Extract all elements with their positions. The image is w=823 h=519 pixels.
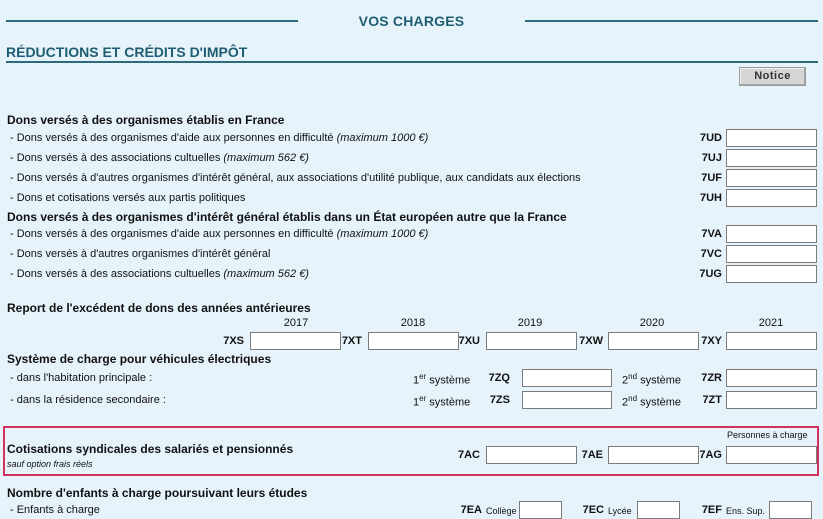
second-system-label-2: 2nd système (622, 394, 682, 409)
row-label-7uf: - Dons versés à d'autres organismes d'intérêt général, aux associations d'utilité publique, aux candidats aux élections (10, 172, 581, 184)
group-title-vehicules: Système de charge pour véhicules électriques (7, 352, 272, 366)
input-7uf[interactable] (726, 169, 817, 187)
code-7vc: 7VC (700, 248, 722, 260)
input-7zr[interactable] (726, 369, 817, 387)
row-label-7uh: - Dons et cotisations versés aux partis politiques (10, 192, 246, 204)
input-7ef[interactable] (769, 501, 812, 519)
code-7xu: 7XU (458, 335, 480, 347)
level-lycee: Lycée (608, 506, 632, 516)
code-7ug: 7UG (699, 268, 722, 280)
year-2018: 2018 (400, 317, 426, 329)
personnes-a-charge-label: Personnes à charge (727, 430, 808, 440)
second-system-label-1: 2nd système (622, 372, 682, 387)
code-7va: 7VA (701, 228, 722, 240)
code-7xs: 7XS (223, 335, 244, 347)
group-title-dons-france: Dons versés à des organismes établis en France (7, 113, 285, 127)
code-7xy: 7XY (701, 335, 722, 347)
row-label-habitation: - dans l'habitation principale : (10, 372, 153, 384)
year-2021: 2021 (758, 317, 784, 329)
group-title-report: Report de l'excédent de dons des années antérieures (7, 301, 311, 315)
input-7ae[interactable] (608, 446, 699, 464)
row-label-7vc: - Dons versés à d'autres organismes d'intérêt général (10, 248, 271, 260)
year-2019: 2019 (517, 317, 543, 329)
code-7ea: 7EA (460, 504, 482, 516)
section-title: RÉDUCTIONS ET CRÉDITS D'IMPÔT (6, 44, 248, 60)
input-7ud[interactable] (726, 129, 817, 147)
input-7xu[interactable] (486, 332, 577, 350)
group-title-dons-europe: Dons versés à des organismes d'intérêt général établis dans un État européen autre que la France (7, 210, 567, 224)
code-7zt: 7ZT (702, 394, 722, 406)
code-7zr: 7ZR (701, 372, 722, 384)
input-7xs[interactable] (250, 332, 341, 350)
input-7ug[interactable] (726, 265, 817, 283)
year-2017: 2017 (283, 317, 309, 329)
input-7xt[interactable] (368, 332, 459, 350)
code-7ec: 7EC (582, 504, 604, 516)
input-7ac[interactable] (486, 446, 577, 464)
row-label-residence: - dans la résidence secondaire : (10, 394, 166, 406)
input-7ec[interactable] (637, 501, 680, 519)
input-7xw[interactable] (608, 332, 699, 350)
code-7uj: 7UJ (701, 152, 722, 164)
row-label-enfants: - Enfants à charge (10, 504, 100, 516)
input-7va[interactable] (726, 225, 817, 243)
group-title-enfants: Nombre d'enfants à charge poursuivant leurs études (7, 486, 308, 500)
code-7zq: 7ZQ (488, 372, 510, 384)
input-7zt[interactable] (726, 391, 817, 409)
code-7uf: 7UF (701, 172, 722, 184)
group-title-cotisations: Cotisations syndicales des salariés et pensionnés (7, 442, 294, 456)
code-7zs: 7ZS (489, 394, 510, 406)
code-7xt: 7XT (341, 335, 362, 347)
first-system-label-2: 1er système (413, 394, 471, 409)
row-label-7ug: - Dons versés à des associations cultuelles (maximum 562 €) (10, 268, 309, 280)
level-ens-sup: Ens. Sup. (726, 506, 766, 516)
input-7ag[interactable] (726, 446, 817, 464)
row-label-7uj: - Dons versés à des associations cultuelles (maximum 562 €) (10, 152, 309, 164)
input-7zs[interactable] (522, 391, 612, 409)
input-7uh[interactable] (726, 189, 817, 207)
code-7ag: 7AG (699, 449, 722, 461)
input-7vc[interactable] (726, 245, 817, 263)
input-7ea[interactable] (519, 501, 562, 519)
code-7xw: 7XW (579, 335, 603, 347)
code-7ac: 7AC (457, 449, 480, 461)
input-7uj[interactable] (726, 149, 817, 167)
first-system-label-1: 1er système (413, 372, 471, 387)
row-label-7va: - Dons versés à des organismes d'aide aux personnes en difficulté (maximum 1000 €) (10, 228, 429, 240)
code-7ae: 7AE (581, 449, 603, 461)
year-2020: 2020 (639, 317, 665, 329)
level-college: Collège (486, 506, 517, 516)
code-7ef: 7EF (701, 504, 722, 516)
notice-button[interactable]: Notice (739, 67, 806, 86)
code-7uh: 7UH (699, 192, 722, 204)
section-rule (6, 61, 818, 63)
input-7xy[interactable] (726, 332, 817, 350)
row-label-7ud: - Dons versés à des organismes d'aide aux personnes en difficulté (maximum 1000 €) (10, 132, 429, 144)
cotisations-subtitle: sauf option frais réels (7, 459, 93, 469)
page-title: VOS CHARGES (358, 13, 465, 29)
code-7ud: 7UD (699, 132, 722, 144)
input-7zq[interactable] (522, 369, 612, 387)
